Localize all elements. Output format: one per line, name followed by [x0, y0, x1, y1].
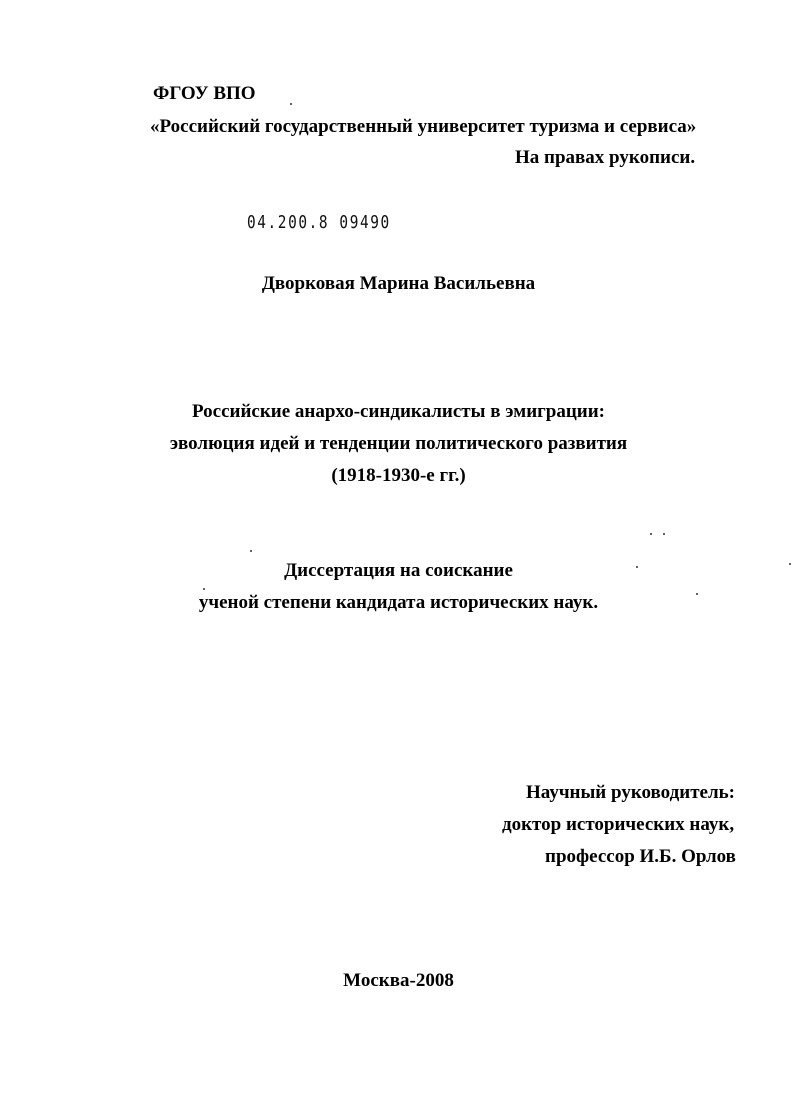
dissertation-title-line-1: Российские анархо-синдикалисты в эмиграции:	[192, 401, 605, 422]
registration-stamp: 04.200.8 09490	[247, 212, 391, 233]
dissertation-period: (1918-1930-е гг.)	[331, 465, 466, 486]
scan-speck	[290, 103, 292, 105]
scan-speck	[789, 563, 791, 565]
supervisor-degree: доктор исторических наук,	[502, 814, 735, 835]
supervisor-name: профессор И.Б. Орлов	[545, 846, 736, 867]
author-name: Дворковая Марина Васильевна	[261, 273, 536, 294]
scan-speck	[650, 533, 652, 535]
scan-speck	[636, 566, 638, 568]
scan-speck	[696, 593, 698, 595]
scan-speck	[250, 550, 252, 552]
organization-abbreviation: ФГОУ ВПО	[153, 83, 256, 104]
manuscript-rights-note: На правах рукописи.	[515, 147, 696, 168]
scan-speck	[663, 533, 665, 535]
place-and-year: Москва-2008	[343, 970, 454, 991]
scan-speck	[203, 588, 205, 590]
dissertation-title-line-2: эволюция идей и тенденции политического развития	[169, 433, 628, 454]
supervisor-label: Научный руководитель:	[526, 782, 735, 803]
degree-line-1: Диссертация на соискание	[284, 560, 513, 581]
degree-line-2: ученой степени кандидата исторических наук.	[198, 592, 599, 613]
university-name: «Российский государственный университет туризма и сервиса»	[150, 116, 697, 137]
